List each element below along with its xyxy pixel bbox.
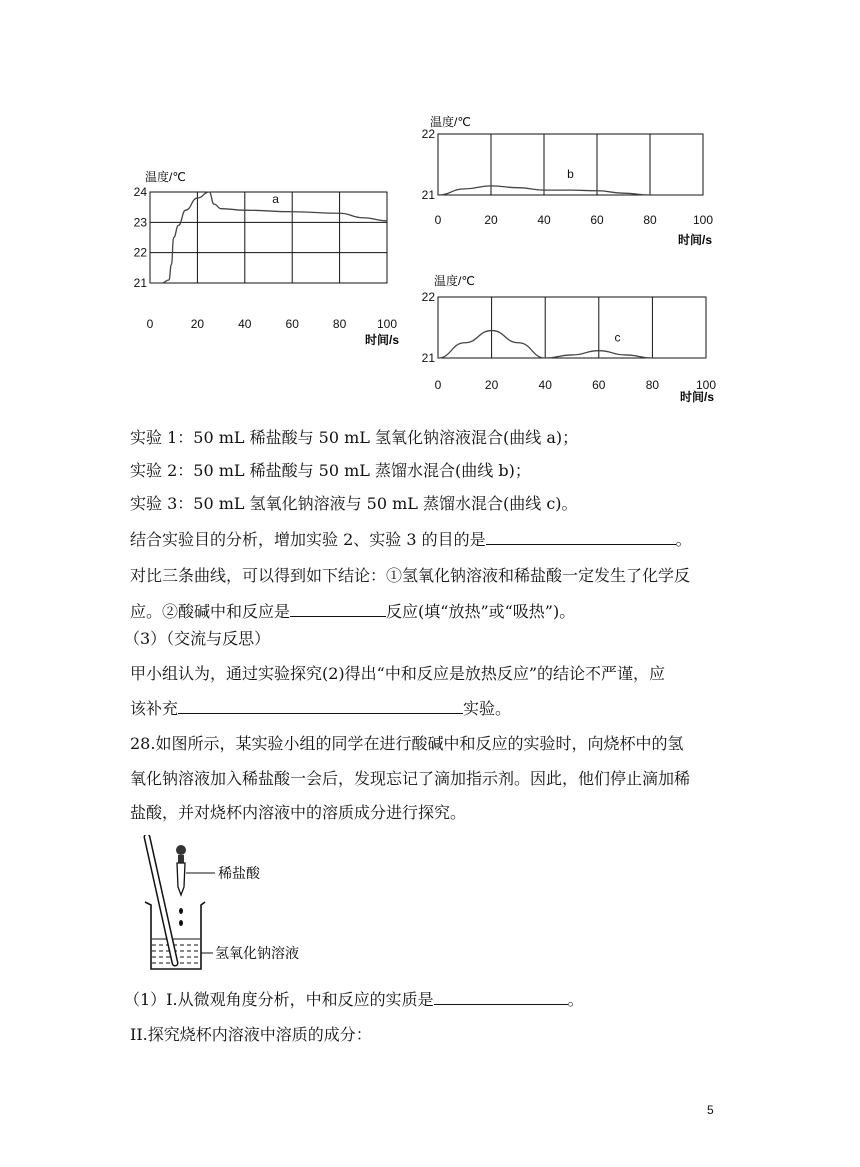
q2-line: II.探究烧杯内溶液中溶质的成分： xyxy=(130,1025,372,1044)
x-tick-label: 40 xyxy=(238,317,252,331)
page-number: 5 xyxy=(707,1103,714,1117)
x-tick-label: 80 xyxy=(643,213,657,227)
y-axis-title: 温度/℃ xyxy=(145,170,186,184)
x-axis-title: 时间/s xyxy=(365,333,400,347)
y-tick-label: 22 xyxy=(133,245,147,260)
purpose-line xyxy=(130,530,692,550)
x-tick-label: 20 xyxy=(190,317,205,331)
y-axis-title: 温度/℃ xyxy=(430,115,471,129)
answer-blank[interactable] xyxy=(434,990,568,1005)
conclusion-line2 xyxy=(130,602,575,622)
section3-heading: （3）（交流与反思） xyxy=(124,629,271,648)
q1-end: 。 xyxy=(567,990,584,1009)
exp1-text: 实验 1：50 mL 稀盐酸与 50 mL 氢氧化钠溶液混合(曲线 a)； xyxy=(130,428,579,447)
x-tick-label: 60 xyxy=(590,213,604,227)
label-acid: 稀盐酸 xyxy=(218,866,260,882)
y-axis-title: 温度/℃ xyxy=(434,274,475,288)
x-tick-label: 0 xyxy=(434,213,442,227)
chart-b xyxy=(410,110,730,250)
y-tick-label: 23 xyxy=(133,215,147,230)
x-tick-label: 40 xyxy=(537,213,551,227)
x-tick-label: 80 xyxy=(645,378,660,392)
x-tick-label: 60 xyxy=(285,317,299,331)
x-tick-label: 100 xyxy=(376,317,398,331)
conclusion-end: 反应(填“放热”或“吸热”)。 xyxy=(386,602,576,621)
plot-frame xyxy=(438,297,706,358)
q28-line2: 氧化钠溶液加入稀盐酸一会后，发现忘记了滴加指示剂。因此，他们停止滴加稀 xyxy=(130,769,691,788)
answer-blank[interactable] xyxy=(290,602,386,617)
y-tick-label: 21 xyxy=(133,276,147,290)
answer-blank[interactable] xyxy=(178,699,463,714)
chart-c xyxy=(410,270,730,410)
reflect-line1: 甲小组认为，通过实验探究(2)得出“中和反应是放热反应”的结论不严谨，应 xyxy=(130,664,666,683)
series-line-a xyxy=(150,192,387,283)
x-axis-title: 时间/s xyxy=(678,233,713,247)
y-tick-label: 22 xyxy=(421,127,435,141)
q28-line3: 盐酸，并对烧杯内溶液中的溶质成分进行探究。 xyxy=(130,803,467,822)
x-axis-title: 时间/s xyxy=(680,390,715,404)
reflect-text: 该补充 xyxy=(130,699,179,718)
y-tick-label: 22 xyxy=(421,290,435,304)
q1-line xyxy=(124,990,584,1010)
x-tick-label: 60 xyxy=(592,378,606,392)
q28-line1: 28.如图所示，某实验小组的同学在进行酸碱中和反应的实验时，向烧杯中的氢 xyxy=(130,734,684,753)
y-tick-label: 21 xyxy=(421,188,435,202)
reflect-end: 实验。 xyxy=(463,699,512,718)
x-tick-label: 80 xyxy=(332,317,347,331)
exp2-text: 实验 2：50 mL 稀盐酸与 50 mL 蒸馏水混合(曲线 b)； xyxy=(130,461,531,480)
series-line-b xyxy=(438,186,703,195)
series-line-c xyxy=(438,331,706,358)
series-label-c: c xyxy=(614,330,621,345)
answer-blank[interactable] xyxy=(486,530,676,545)
conclusion-text: 应。②酸碱中和反应是 xyxy=(130,602,291,621)
series-label-b: b xyxy=(567,166,574,181)
q1-text: （1）I.从微观角度分析，中和反应的实质是 xyxy=(124,990,434,1009)
series-label-a: a xyxy=(272,192,279,207)
x-tick-label: 100 xyxy=(692,213,714,227)
label-naoh: 氢氧化钠溶液 xyxy=(215,946,299,962)
x-tick-label: 20 xyxy=(484,213,498,227)
x-tick-label: 100 xyxy=(695,378,717,392)
x-tick-label: 20 xyxy=(484,378,499,392)
reflect-line2 xyxy=(130,699,511,719)
purpose-text: 结合实验目的分析，增加实验 2、实验 3 的目的是 xyxy=(130,530,486,549)
x-tick-label: 40 xyxy=(538,378,552,392)
x-tick-label: 0 xyxy=(434,378,442,392)
x-tick-label: 0 xyxy=(146,317,154,331)
y-tick-label: 21 xyxy=(421,351,435,365)
plot-frame xyxy=(438,134,703,195)
chart-a xyxy=(125,165,415,355)
conclusion-line1: 对比三条曲线，可以得到如下结论：①氢氧化钠溶液和稀盐酸一定发生了化学反 xyxy=(130,566,691,585)
plot-frame xyxy=(150,192,387,283)
y-tick-label: 24 xyxy=(133,185,147,199)
exp3-text: 实验 3：50 mL 氢氧化钠溶液与 50 mL 蒸馏水混合(曲线 c)。 xyxy=(130,494,578,513)
purpose-end: 。 xyxy=(675,530,692,549)
beaker-illustration xyxy=(135,835,355,975)
